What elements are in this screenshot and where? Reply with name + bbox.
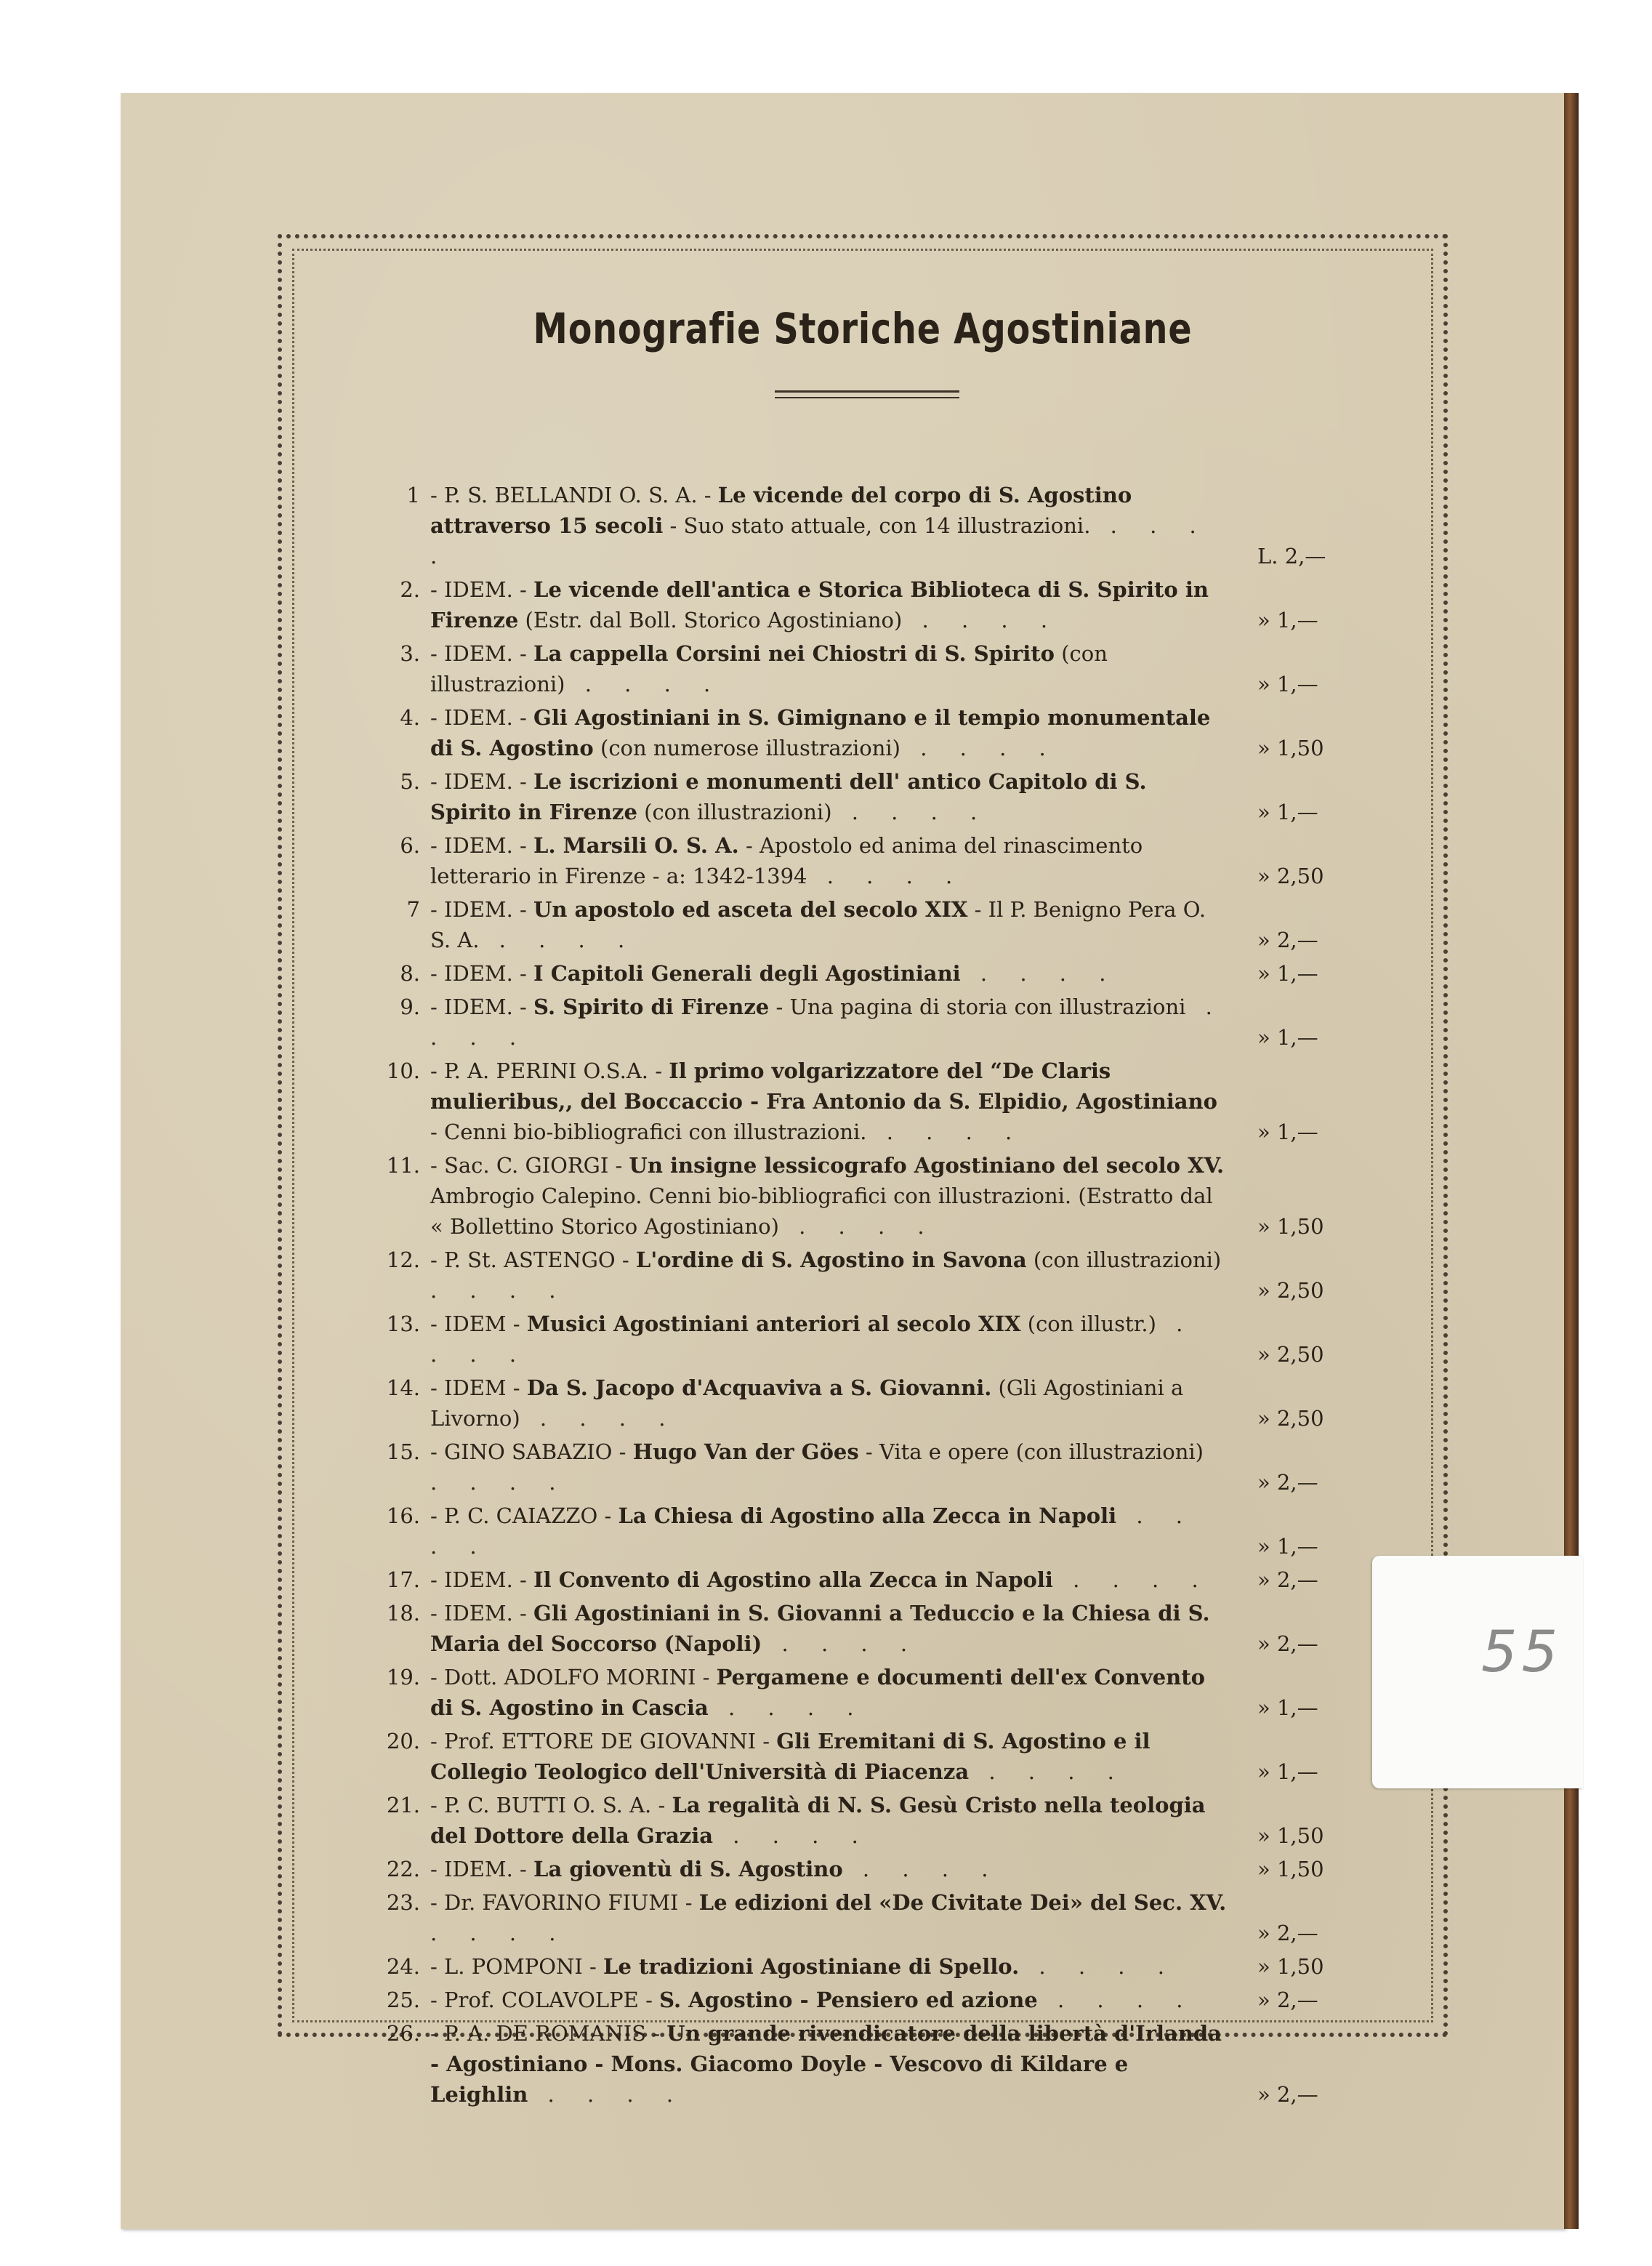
entry-text (430, 992, 1230, 1053)
entry-text (430, 1887, 1230, 1948)
entry-number: 22. (386, 1857, 420, 1881)
entry-author: - IDEM. - (430, 995, 534, 1019)
entry-price: » 2,50 (1257, 864, 1324, 888)
entry-number: 17. (386, 1567, 420, 1592)
entry-author: - Dr. FAVORINO FIUMI - (430, 1890, 699, 1915)
entry-text (430, 1564, 1230, 1595)
entry-text (430, 1056, 1230, 1147)
entry-price: » 2,50 (1257, 1406, 1324, 1431)
leader-dots: . . . . (831, 800, 991, 824)
entry-text (430, 1662, 1230, 1723)
entry-number: 10. (386, 1058, 420, 1083)
entry-details: (con illustr.) (1020, 1311, 1156, 1336)
entry-details: - Apostolo ed anima del rinascimento letterario in Firenze - a: 1342-1394 (430, 833, 1143, 888)
entry-price: » 2,— (1257, 2082, 1318, 2107)
entry-details: (con illustrazioni) (637, 800, 832, 824)
entry-text (430, 480, 1230, 571)
entry-text (430, 638, 1230, 699)
entry-number: 5. (400, 769, 420, 794)
leader-dots: . . . . (969, 1759, 1127, 1784)
entry-price: » 1,50 (1257, 736, 1324, 760)
entry-number: 26. (386, 2021, 420, 2046)
entry-price: » 1,50 (1257, 1954, 1324, 1979)
leader-dots: . . . . (778, 1214, 938, 1239)
entry-title: L'ordine di S. Agostino in Savona (635, 1247, 1027, 1272)
entry-author: - P. C. CAIAZZO - (430, 1503, 619, 1528)
entry-number: 14. (386, 1375, 420, 1400)
list-item (363, 992, 1366, 1053)
entry-author: - P. C. BUTTI O. S. A. - (430, 1793, 672, 1817)
leader-dots: . . . . (1037, 1988, 1196, 2012)
list-item (363, 830, 1366, 891)
list-item (363, 1564, 1366, 1595)
leader-dots: . . . . (1019, 1954, 1177, 1979)
list-item (363, 766, 1366, 827)
entry-author: - IDEM. - (430, 833, 534, 858)
entry-number: 18. (386, 1601, 420, 1626)
entry-title: La Chiesa di Agostino alla Zecca in Napoli (618, 1503, 1117, 1528)
entry-title: Hugo Van der Göes (632, 1439, 859, 1464)
entry-title: S. Spirito di Firenze (533, 995, 770, 1019)
monograph-list (363, 480, 1366, 2113)
entry-price: » 1,50 (1257, 1857, 1324, 1881)
entry-number: 4. (400, 705, 420, 730)
entry-author: - IDEM. - (430, 641, 534, 666)
entry-text (430, 1854, 1230, 1884)
entry-text (430, 1373, 1230, 1434)
entry-number: 24. (386, 1954, 420, 1979)
leader-dots: . . . . (807, 864, 966, 888)
entry-details: - Suo stato attuale, con 14 illustrazioni. (663, 513, 1091, 538)
entry-details: (con illustrazioni) (430, 641, 1108, 696)
list-item (363, 1309, 1366, 1370)
page-title: Monografie Storiche Agostiniane (533, 304, 1193, 353)
list-item (363, 1437, 1366, 1498)
list-item (363, 1726, 1366, 1787)
entry-author: - IDEM - (430, 1311, 527, 1336)
entry-title: Un apostolo ed asceta del secolo XIX (533, 897, 968, 922)
list-item (363, 1056, 1366, 1147)
list-item (363, 1887, 1366, 1948)
entry-text (430, 894, 1230, 955)
entry-text (430, 958, 1230, 989)
entry-title: La cappella Corsini nei Chiostri di S. Spirito (533, 641, 1055, 666)
entry-title: Le tradizioni Agostiniane di Spello. (603, 1954, 1020, 1979)
entry-details: (Gli Agostiniani a Livorno) (430, 1375, 1184, 1431)
entry-title: Le vicende dell'antica e Storica Biblioteca di S. Spirito in Firenze (430, 577, 1209, 632)
leader-dots: . . . . (430, 1503, 1196, 1559)
leader-dots: . . . . (762, 1631, 921, 1656)
leader-dots: . . . . (708, 1695, 867, 1720)
entry-details: Ambrogio Calepino. Cenni bio-bibliografici con illustrazioni. (Estratto dal « Bollettino Storico Agostiniano) (430, 1184, 1213, 1239)
entry-title: La regalità di N. S. Gesù Cristo nella teologia del Dottore della Grazia (430, 1793, 1206, 1848)
leader-dots: . . . . (866, 1120, 1026, 1144)
entry-price: » 2,50 (1257, 1278, 1324, 1303)
entry-number: 6. (400, 833, 420, 858)
entry-price: » 2,— (1257, 1921, 1318, 1945)
entry-title: Le vicende del corpo di S. Agostino attraverso 15 secoli (430, 483, 1132, 538)
entry-number: 16. (386, 1503, 420, 1528)
entry-title: Gli Agostiniani in S. Gimignano e il tempio monumentale di S. Agostino (430, 705, 1211, 760)
entry-author: - IDEM. - (430, 1857, 534, 1881)
entry-author: - L. POMPONI - (430, 1954, 604, 1979)
entry-author: - Prof. ETTORE DE GIOVANNI - (430, 1729, 777, 1753)
entry-number: 11. (386, 1153, 420, 1178)
entry-text (430, 1500, 1230, 1562)
entry-price: » 2,50 (1257, 1342, 1324, 1367)
entry-title: L. Marsili O. S. A. (533, 833, 739, 858)
title-rule (775, 397, 959, 398)
entry-price: » 1,50 (1257, 1214, 1324, 1239)
leader-dots: . . . . (528, 2082, 687, 2107)
entry-title: Pergamene e documenti dell'ex Convento di S. Agostino in Cascia (430, 1665, 1205, 1720)
entry-number: 25. (386, 1988, 420, 2012)
entry-text (430, 1150, 1230, 1242)
entry-price: » 1,— (1257, 1534, 1318, 1559)
entry-number: 9. (400, 995, 420, 1019)
entry-number: 3. (400, 641, 420, 666)
entry-details: - Il P. Benigno Pera O. S. A. (430, 897, 1206, 952)
leader-dots: . . . . (430, 513, 1209, 568)
entry-price: » 2,— (1257, 1631, 1318, 1656)
entry-number: 13. (386, 1311, 420, 1336)
entry-price: » 1,— (1257, 1120, 1318, 1144)
entry-title: S. Agostino - Pensiero ed azione (659, 1988, 1038, 2012)
entry-author: - GINO SABAZIO - (430, 1439, 633, 1464)
entry-title: Gli Agostiniani in S. Giovanni a Teduccio e la Chiesa di S. Maria del Soccorso (Napoli) (430, 1601, 1210, 1656)
leader-dots: . . . . (902, 608, 1061, 632)
entry-author: - IDEM. - (430, 705, 534, 730)
entry-price: » 2,— (1257, 928, 1318, 952)
leader-dots: . . . . (1052, 1567, 1212, 1592)
inventory-number: 55 (1481, 1620, 1563, 1685)
entry-title: Le edizioni del «De Civitate Dei» del Sec. XV. (698, 1890, 1227, 1915)
entry-title: Il Convento di Agostino alla Zecca in Napoli (533, 1567, 1053, 1592)
entry-author: - P. St. ASTENGO - (430, 1247, 636, 1272)
entry-author: - Prof. COLAVOLPE - (430, 1988, 660, 2012)
list-item (363, 1500, 1366, 1562)
list-item (363, 2018, 1366, 2110)
list-item (363, 1662, 1366, 1723)
entry-text (430, 1951, 1230, 1982)
leader-dots: . . . . (842, 1857, 1002, 1881)
entry-price: L. 2,— (1257, 544, 1326, 568)
leader-dots: . . . . (430, 1311, 1196, 1367)
entry-text (430, 1985, 1230, 2015)
list-item (363, 1245, 1366, 1306)
leader-dots: . . . . (520, 1406, 679, 1431)
entry-price: » 1,— (1257, 1695, 1318, 1720)
title-rule (775, 390, 959, 393)
list-item (363, 1854, 1366, 1884)
entry-number: 20. (386, 1729, 420, 1753)
entry-author: - IDEM - (430, 1375, 527, 1400)
list-item (363, 638, 1366, 699)
entry-title: La gioventù di S. Agostino (533, 1857, 843, 1881)
entry-title: Le iscrizioni e monumenti dell' antico Capitolo di S. Spirito in Firenze (430, 769, 1147, 824)
entry-title: Un insigne lessicografo Agostiniano del secolo XV. (629, 1153, 1225, 1178)
list-item (363, 480, 1366, 571)
list-item (363, 1985, 1366, 2015)
leader-dots: . . . . (430, 995, 1225, 1050)
entry-price: » 2,— (1257, 1470, 1318, 1495)
entry-author: - IDEM. - (430, 897, 534, 922)
list-item (363, 574, 1366, 635)
entry-number: 15. (386, 1439, 420, 1464)
entry-details: - Una pagina di storia con illustrazioni (769, 995, 1186, 1019)
entry-price: » 1,— (1257, 608, 1318, 632)
entry-title: Da S. Jacopo d'Acquaviva a S. Giovanni. (526, 1375, 992, 1400)
list-item (363, 1598, 1366, 1659)
entry-price: » 1,— (1257, 800, 1318, 824)
list-item (363, 1150, 1366, 1242)
entry-title: Il primo volgarizzatore del “De Claris mulieribus,, del Boccaccio - Fra Antonio da S. Elpidio, Agostiniano (430, 1058, 1218, 1114)
entry-text (430, 1437, 1230, 1498)
entry-price: » 2,— (1257, 1988, 1318, 2012)
entry-author: - Dott. ADOLFO MORINI - (430, 1665, 717, 1690)
list-item (363, 1790, 1366, 1851)
leader-dots: . . . . (430, 1278, 569, 1303)
entry-text (430, 574, 1230, 635)
leader-dots: . . . . (960, 961, 1119, 986)
entry-author: - P. A. DE ROMANIS - (430, 2021, 667, 2046)
list-item (363, 894, 1366, 955)
entry-title: Gli Eremitani di S. Agostino e il Collegio Teologico dell'Università di Piacenza (430, 1729, 1151, 1784)
entry-text (430, 1790, 1230, 1851)
entry-price: » 1,— (1257, 1025, 1318, 1050)
entry-details: (con numerose illustrazioni) (593, 736, 900, 760)
list-item (363, 1951, 1366, 1982)
entry-title: Musici Agostiniani anteriori al secolo XIX (526, 1311, 1021, 1336)
leader-dots: . . . . (430, 1921, 569, 1945)
entry-author: - IDEM. - (430, 1601, 534, 1626)
entry-price: » 2,— (1257, 1567, 1318, 1592)
entry-text (430, 830, 1230, 891)
entry-text (430, 2018, 1230, 2110)
entry-author: - P. S. BELLANDI O. S. A. - (430, 483, 718, 507)
entry-title: I Capitoli Generali degli Agostiniani (533, 961, 961, 986)
list-item (363, 958, 1366, 989)
entry-text (430, 702, 1230, 763)
entry-author: - Sac. C. GIORGI - (430, 1153, 629, 1178)
entry-details: (con illustrazioni) (1026, 1247, 1222, 1272)
entry-number: 19. (386, 1665, 420, 1690)
entry-number: 8. (400, 961, 420, 986)
entry-number: 12. (386, 1247, 420, 1272)
entry-price: » 1,— (1257, 672, 1318, 696)
entry-text (430, 1726, 1230, 1787)
entry-number: 23. (386, 1890, 420, 1915)
entry-number: 7 (406, 897, 420, 922)
leader-dots: . . . . (430, 1470, 569, 1495)
entry-text (430, 1245, 1230, 1306)
entry-author: - IDEM. - (430, 769, 534, 794)
list-item (363, 702, 1366, 763)
booklet-spine (1564, 93, 1579, 2229)
entry-details: - Vita e opere (con illustrazioni) (858, 1439, 1204, 1464)
leader-dots: . . . . (713, 1823, 871, 1848)
entry-details: (Estr. dal Boll. Storico Agostiniano) (518, 608, 903, 632)
entry-price: » 1,50 (1257, 1823, 1324, 1848)
entry-number: 21. (386, 1793, 420, 1817)
entry-author: - IDEM. - (430, 961, 534, 986)
entry-text (430, 766, 1230, 827)
entry-text (430, 1309, 1230, 1370)
entry-author: - P. A. PERINI O.S.A. - (430, 1058, 669, 1083)
entry-text (430, 1598, 1230, 1659)
entry-number: 1 (406, 483, 420, 507)
entry-details: - Cenni bio-bibliografici con illustrazioni. (430, 1120, 867, 1144)
leader-dots: . . . . (565, 672, 724, 696)
entry-author: - IDEM. - (430, 1567, 534, 1592)
entry-price: » 1,— (1257, 961, 1318, 986)
entry-author: - IDEM. - (430, 577, 534, 602)
entry-title: Un grande rivendicatore della libertà d'Irlanda - Agostiniano - Mons. Giacomo Doyle - Vescovo di Kildare e Leighlin (430, 2021, 1222, 2107)
leader-dots: . . . . (479, 928, 638, 952)
leader-dots: . . . . (900, 736, 1059, 760)
list-item (363, 1373, 1366, 1434)
entry-price: » 1,— (1257, 1759, 1318, 1784)
entry-number: 2. (400, 577, 420, 602)
